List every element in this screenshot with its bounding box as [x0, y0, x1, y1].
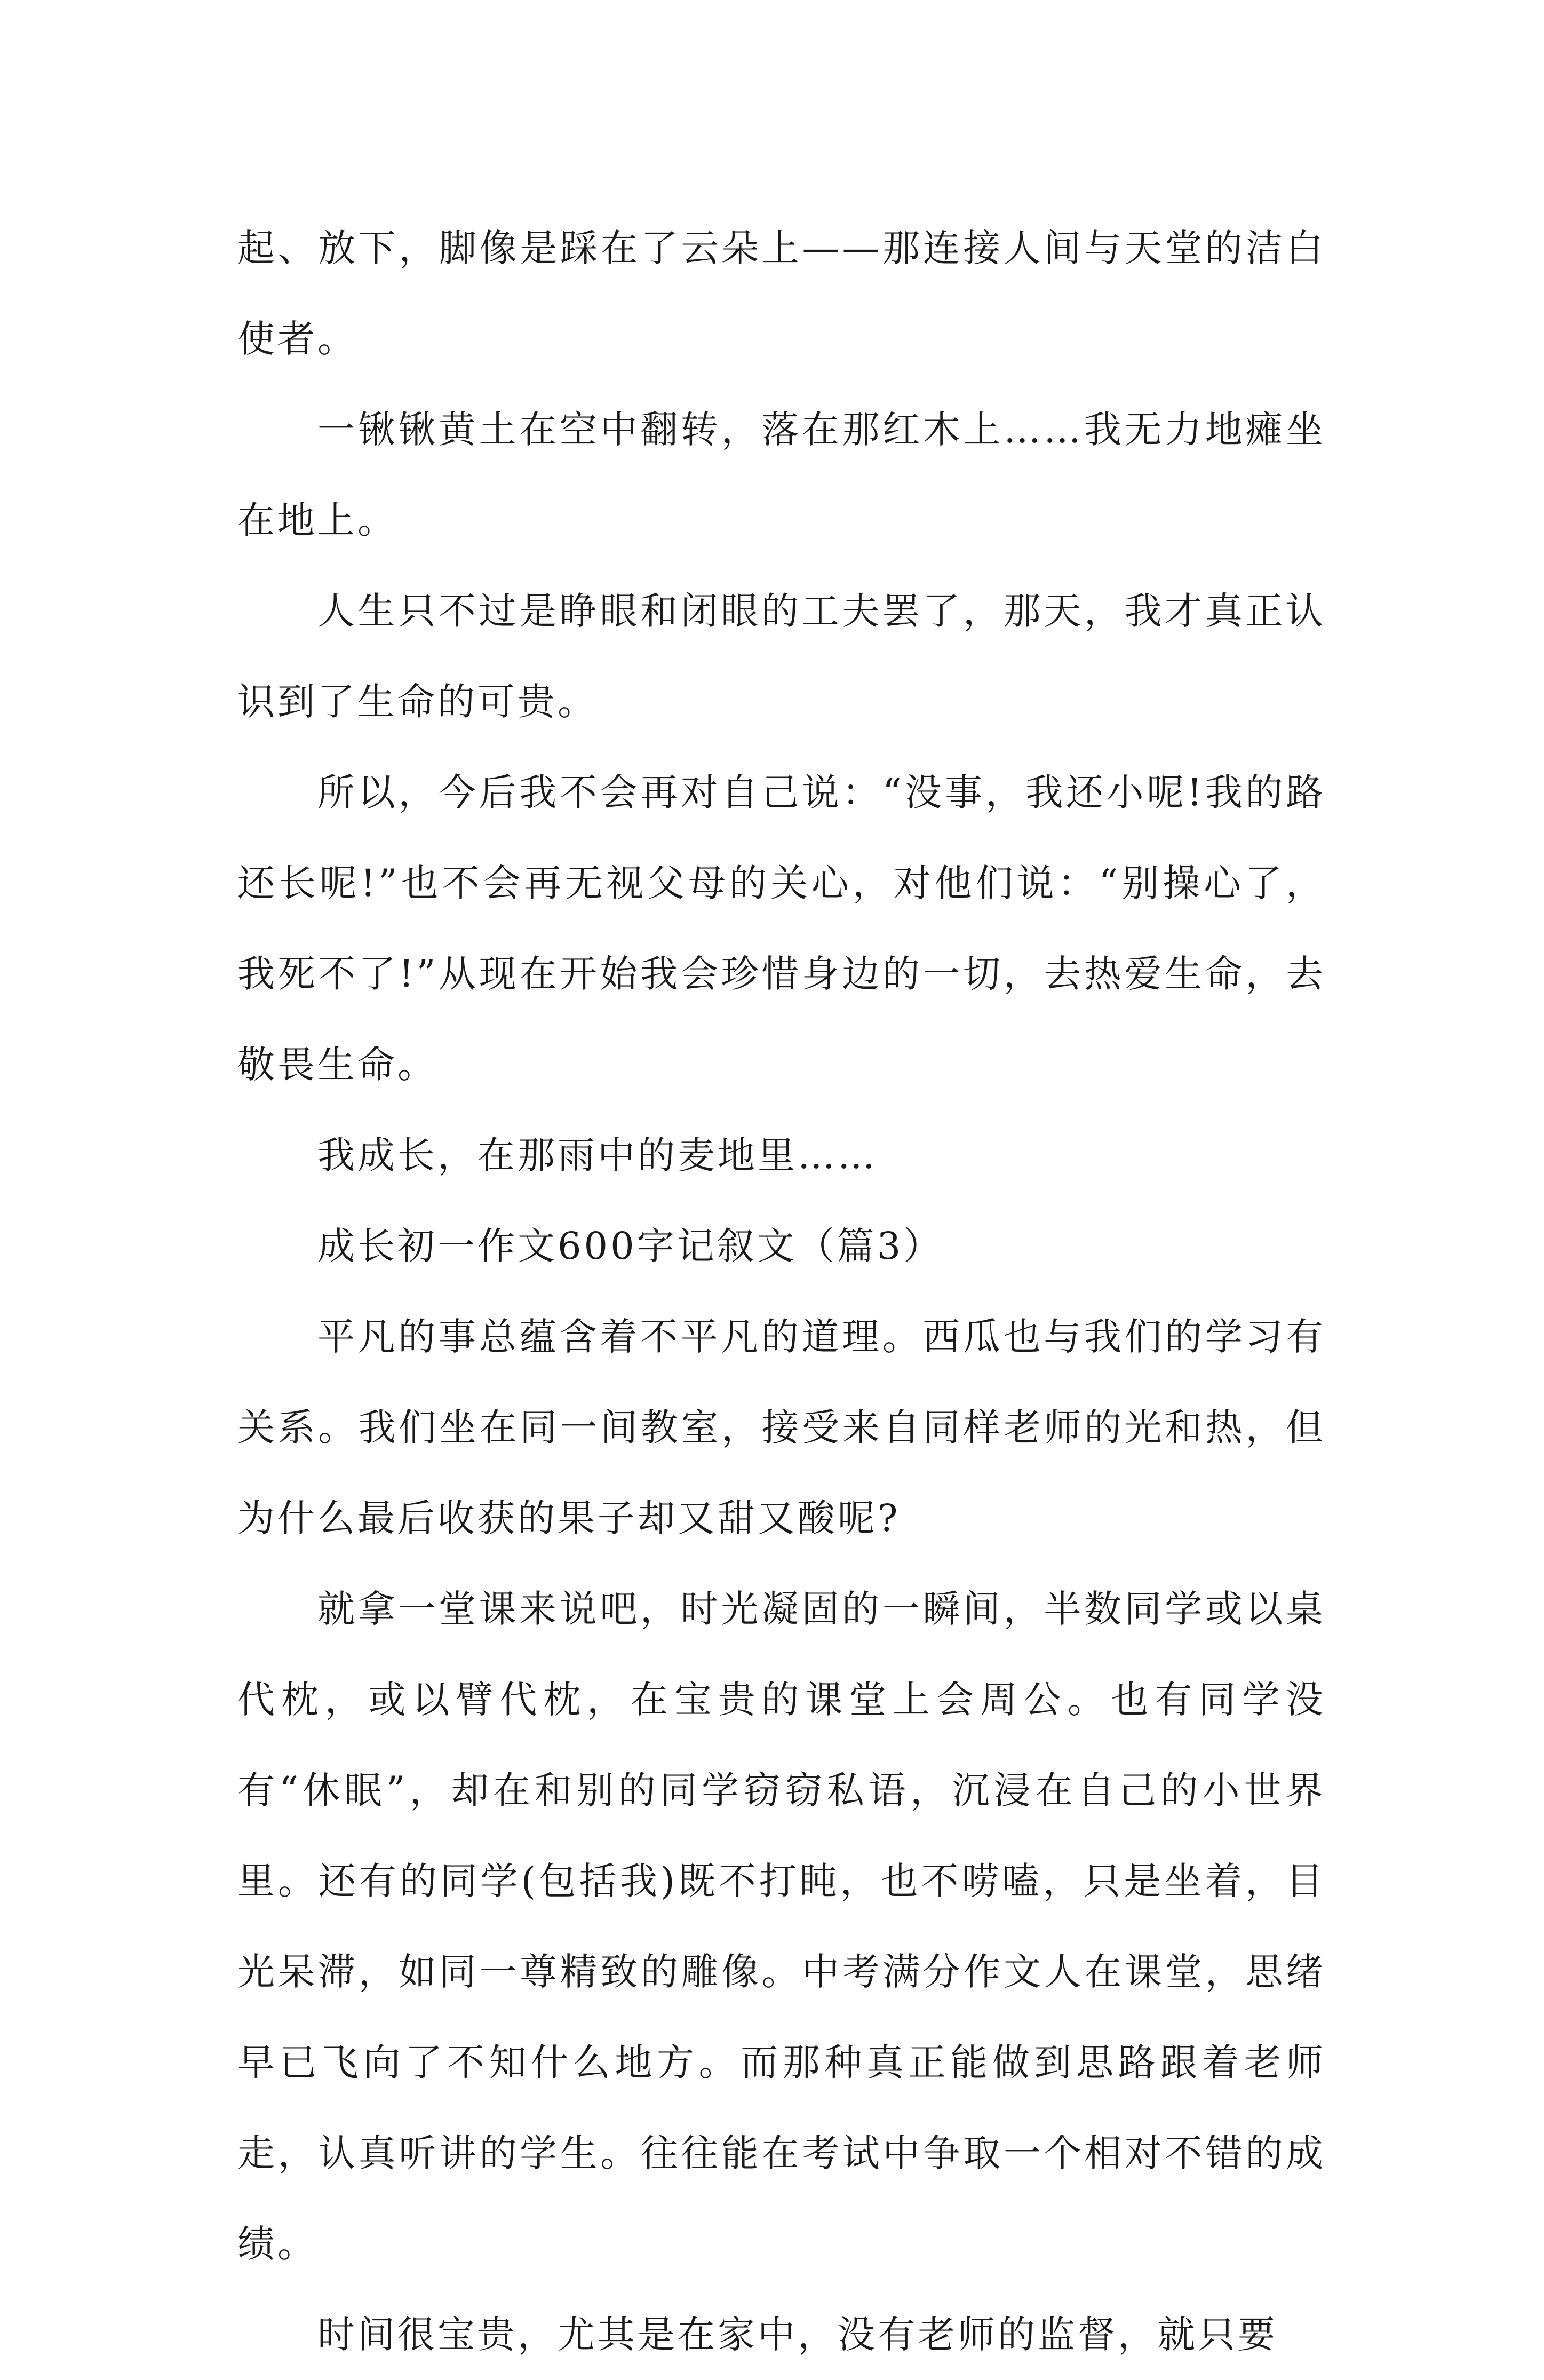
paragraph-8: 时间很宝贵，尤其是在家中，没有老师的监督，就只要 — [317, 2313, 1278, 2357]
paragraph-4: 所以，今后我不会再对自己说：“没事，我还小呢!我的路还长呢!”也不会再无视父母的关心，对他们说：“别操心了，我死不了!”从现在开始我会珍惜身边的一切，去热爱生命，去敬畏生命。 — [237, 771, 1326, 1086]
paragraph-1: 起、放下，脚像是踩在了云朵上——那连接人间与天堂的洁白使者。 — [237, 226, 1326, 361]
paragraph-3: 人生只不过是睁眼和闭眼的工夫罢了，那天，我才真正认识到了生命的可贵。 — [237, 589, 1326, 724]
section-heading: 成长初一作文600字记叙文（篇3） — [317, 1224, 944, 1268]
paragraph-7: 就拿一堂课来说吧，时光凝固的一瞬间，半数同学或以桌代枕，或以臂代枕，在宝贵的课堂上会周公。也有同学没有“休眠”，却在和别的同学窃窃私语，沉浸在自己的小世界里。还有的同学(包括我)既不打盹，也不唠嗑，只是坐着，目光呆滞，如同一尊精致的雕像。中考满分作文人在课堂，思绪早已飞向了不知什么地方。而那种真正能做到思路跟着老师走，认真听讲的学生。往往能在考试中争取一个相对不错的成绩。 — [237, 1587, 1326, 2266]
paragraph-2: 一锹锹黄土在空中翻转，落在那红木上……我无力地瘫坐在地上。 — [237, 408, 1326, 542]
paragraph-5: 我成长，在那雨中的麦地里…… — [317, 1133, 878, 1177]
document-body — [237, 203, 1326, 2380]
paragraph-6: 平凡的事总蕴含着不平凡的道理。西瓜也与我们的学习有关系。我们坐在同一间教室，接受来自同样老师的光和热，但为什么最后收获的果子却又甜又酸呢? — [237, 1315, 1326, 1540]
